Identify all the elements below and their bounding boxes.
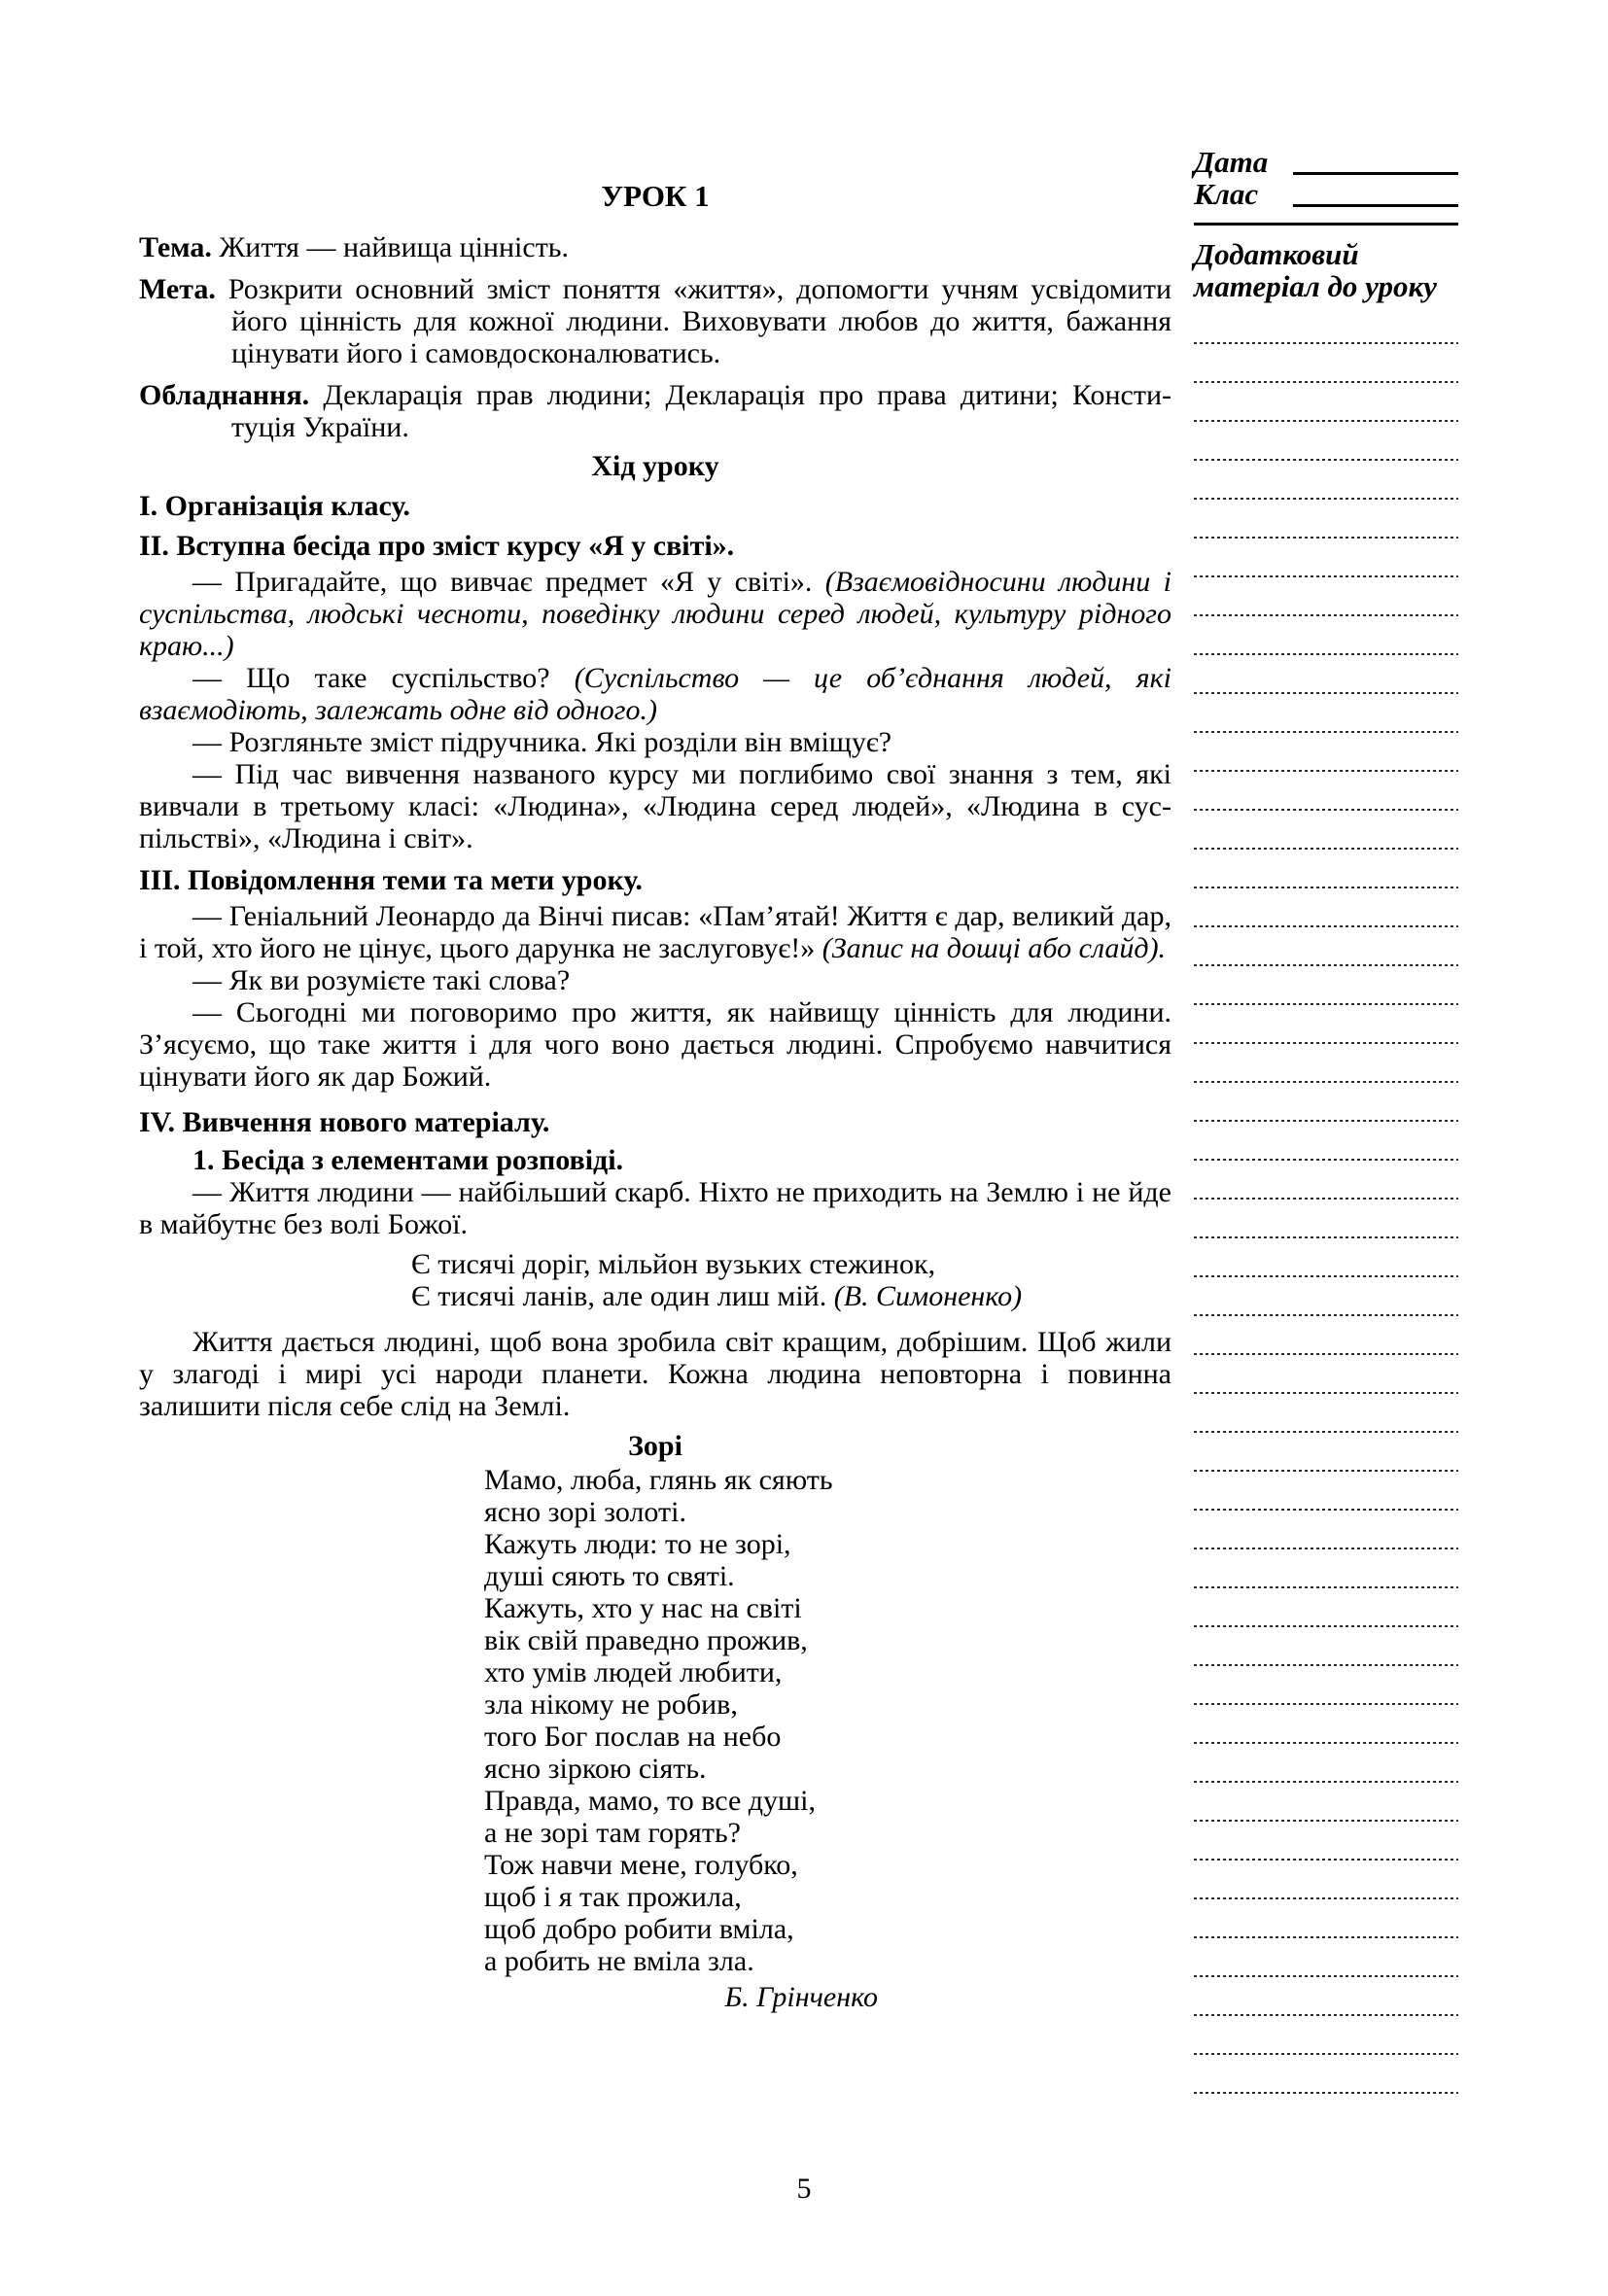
main-text-column: [139, 177, 1171, 2013]
extra-material-heading-line2: матеріал до уроку: [1194, 269, 1437, 303]
date-label: Дата: [1194, 145, 1269, 179]
ruled-line: [1194, 1975, 1458, 1977]
ruled-line: [1194, 1198, 1458, 1200]
ruled-line: [1194, 887, 1458, 888]
ruled-line: [1194, 1003, 1458, 1005]
ruled-line: [1194, 653, 1458, 655]
ruled-line: [1194, 848, 1458, 850]
poem-line: щоб і я так прожила,: [484, 1881, 742, 1913]
ruled-line: [1194, 925, 1458, 927]
page-number-area: [0, 2173, 1608, 2205]
poem-line: а не зорі там горять?: [484, 1817, 741, 1849]
sidebar-divider-line: [1194, 223, 1458, 226]
poem-line: ясно зіркою сіять.: [484, 1753, 707, 1785]
ruled-line: [1194, 1820, 1458, 1822]
paragraph-prygadaite-lead: — Пригадайте, що вивчає предмет «Я у світі».: [192, 566, 825, 598]
ruled-line: [1194, 1781, 1458, 1783]
poem-line: вік свій праведно прожив,: [484, 1624, 808, 1656]
paragraph-prygadaite: [139, 566, 1171, 662]
sidebar: [1194, 146, 1458, 302]
khid-uroku-heading: Хід уроку: [591, 450, 719, 482]
ruled-line: [1194, 381, 1458, 383]
class-row: [1194, 178, 1458, 210]
paragraph-zhyttia-daietsia: Життя дається людині, щоб вона зробила світ кращим, добрішим. Щоб жили у злагоді і мирі усі народи планети. Кожна людина неповторна і повинна залишити після себе слід на Землі.: [139, 1326, 1171, 1422]
section-1-heading: І. Організація класу.: [139, 490, 410, 522]
quote-line: [411, 1280, 1171, 1312]
poem-line: щоб добро робити вміла,: [484, 1913, 794, 1945]
tema-text: Життя — найвища цінність.: [219, 231, 569, 263]
section-4-heading: IV. Вивчення нового матеріалу.: [139, 1106, 550, 1138]
meta-label: Мета.: [139, 273, 216, 305]
poem-line: Кажуть люди: то не зорі,: [484, 1528, 791, 1560]
paragraph-yak-vy: — Як ви розумієте такі слова?: [192, 964, 571, 996]
poem-line: зла нікому не робив,: [484, 1688, 738, 1721]
ruled-line: [1194, 459, 1458, 461]
poem-line: душі сяють то святі.: [484, 1560, 735, 1592]
poem-title: Зорі: [628, 1430, 682, 1462]
date-blank-line: [1293, 146, 1458, 175]
section-3-heading: ІІІ. Повідомлення теми та мети уроку.: [139, 864, 643, 896]
poem-line: Тож навчи мене, голубко,: [484, 1849, 798, 1881]
ruled-line: [1194, 2092, 1458, 2094]
ruled-line: [1194, 1042, 1458, 1044]
poem-line: Правда, мамо, то все душі,: [484, 1785, 816, 1817]
poem-line: ясно зорі золоті.: [484, 1496, 686, 1528]
section-2-heading: ІІ. Вступна бесіда про зміст курсу «Я у світі».: [139, 530, 735, 562]
paragraph-rozghliante: — Розгляньте зміст підручника. Які розділи він вміщує?: [192, 726, 892, 758]
ruled-line: [1194, 964, 1458, 966]
ruled-line: [1194, 1081, 1458, 1083]
obladnannia-paragraph: [139, 379, 1171, 443]
ruled-line: [1194, 420, 1458, 422]
page-title: УРОК 1: [601, 179, 710, 213]
ruled-lines: [1194, 342, 1458, 2131]
tema-label: Тема.: [139, 231, 212, 263]
quote-line-text: Є тисячі ланів, але один лиш мій.: [411, 1280, 834, 1312]
meta-text: Розкрити основний зміст поняття «життя», допомогти учням усвідомити його цінність для кожної людини. Виховувати любов до життя, бажання цінувати його і самовдосконалюватись.: [227, 273, 1172, 369]
poem-line: хто умів людей любити,: [484, 1656, 783, 1688]
ruled-line: [1194, 1936, 1458, 1938]
symonenko-quote: [411, 1248, 1171, 1312]
poem-line: а робить не вміла зла.: [484, 1945, 754, 1977]
poem-line: Кажуть, хто у нас на світі: [484, 1592, 802, 1624]
ruled-line: [1194, 2014, 1458, 2016]
ruled-line: [1194, 1548, 1458, 1549]
ruled-line: [1194, 692, 1458, 694]
ruled-line: [1194, 731, 1458, 733]
ruled-line: [1194, 1314, 1458, 1316]
paragraph-prygadaite-note: (Взаємовідносини людини і суспільства, людські чесноти, поведінку людини серед людей, культуру рідного краю...): [139, 566, 1171, 662]
quote-line: Є тисячі доріг, мільйон вузьких стежинок,: [411, 1248, 936, 1280]
ruled-line: [1194, 1859, 1458, 1861]
quote-author: (В. Симоненко): [833, 1280, 1023, 1312]
ruled-line: [1194, 1431, 1458, 1433]
obladnannia-text: Декларація прав людини; Декларація про права дитини; Конституція України.: [231, 379, 1172, 443]
ruled-line: [1194, 342, 1458, 344]
ruled-line: [1194, 537, 1458, 539]
class-label: Клас: [1194, 177, 1259, 211]
ruled-line: [1194, 1509, 1458, 1511]
extra-material-heading-line1: Додатковий: [1194, 237, 1359, 271]
ruled-line: [1194, 1236, 1458, 1238]
ruled-line: [1194, 1664, 1458, 1666]
class-blank-line: [1293, 178, 1458, 207]
ruled-line: [1194, 1275, 1458, 1277]
extra-material-heading: [1194, 238, 1458, 302]
paragraph-zhyttia-liudyny: — Життя людини — найбільший скарб. Ніхто не приходить на Землю і не йде в майбутнє без волі Божої.: [139, 1176, 1171, 1240]
date-row: [1194, 146, 1458, 178]
subsection-1-heading: 1. Бесіда з елементами розповіді.: [192, 1144, 624, 1176]
ruled-line: [1194, 1586, 1458, 1588]
poem-line: Мамо, люба, глянь як сяють: [484, 1464, 833, 1496]
ruled-line: [1194, 498, 1458, 500]
ruled-line: [1194, 1897, 1458, 1899]
ruled-line: [1194, 1625, 1458, 1627]
meta-paragraph: [139, 273, 1171, 369]
ruled-line: [1194, 575, 1458, 577]
page-number: 5: [796, 2173, 812, 2205]
ruled-line: [1194, 1703, 1458, 1705]
ruled-line: [1194, 1159, 1458, 1161]
paragraph-pid-chas: — Під час вивчення названого курсу ми поглибимо свої знання з тем, які вивчали в третьому класі: «Людина», «Людина серед людей», «Людина в суспільстві», «Людина і світ».: [139, 758, 1171, 854]
paragraph-suspilstvo-lead: — Що таке суспільство?: [192, 662, 575, 694]
poem: [484, 1464, 1171, 1977]
poem-author: Б. Грінченко: [724, 1981, 878, 2013]
paragraph-henialnyi-lead: — Геніальний Леонардо да Вінчі писав: «Пам’ятай! Життя є дар, великий дар, і той, хто його не цінує, цього дарунка не заслуговує!»: [139, 900, 1171, 964]
ruled-line: [1194, 614, 1458, 616]
paragraph-sohodni: — Сьогодні ми поговоримо про життя, як найвищу цінність для людини. З’ясуємо, що таке життя і для чого воно дається людині. Спробуємо навчитися цінувати його як дар Божий.: [139, 996, 1171, 1093]
ruled-line: [1194, 1392, 1458, 1394]
poem-line: того Бог послав на небо: [484, 1721, 782, 1753]
ruled-line: [1194, 770, 1458, 772]
tema-paragraph: [139, 231, 1171, 263]
ruled-line: [1194, 1470, 1458, 1472]
ruled-line: [1194, 1353, 1458, 1355]
ruled-line: [1194, 1120, 1458, 1122]
ruled-line: [1194, 809, 1458, 811]
ruled-line: [1194, 2053, 1458, 2055]
paragraph-henialnyi: [139, 900, 1171, 964]
paragraph-suspilstvo-note: (Суспільство — це об’єднання людей, які взаємодіють, залежать одне від одного.): [139, 662, 1172, 726]
paragraph-henialnyi-note: (Запис на дошці або слайд).: [821, 932, 1167, 964]
paragraph-suspilstvo: [139, 662, 1171, 726]
obladnannia-label: Обладнання.: [139, 379, 310, 411]
ruled-line: [1194, 1742, 1458, 1744]
